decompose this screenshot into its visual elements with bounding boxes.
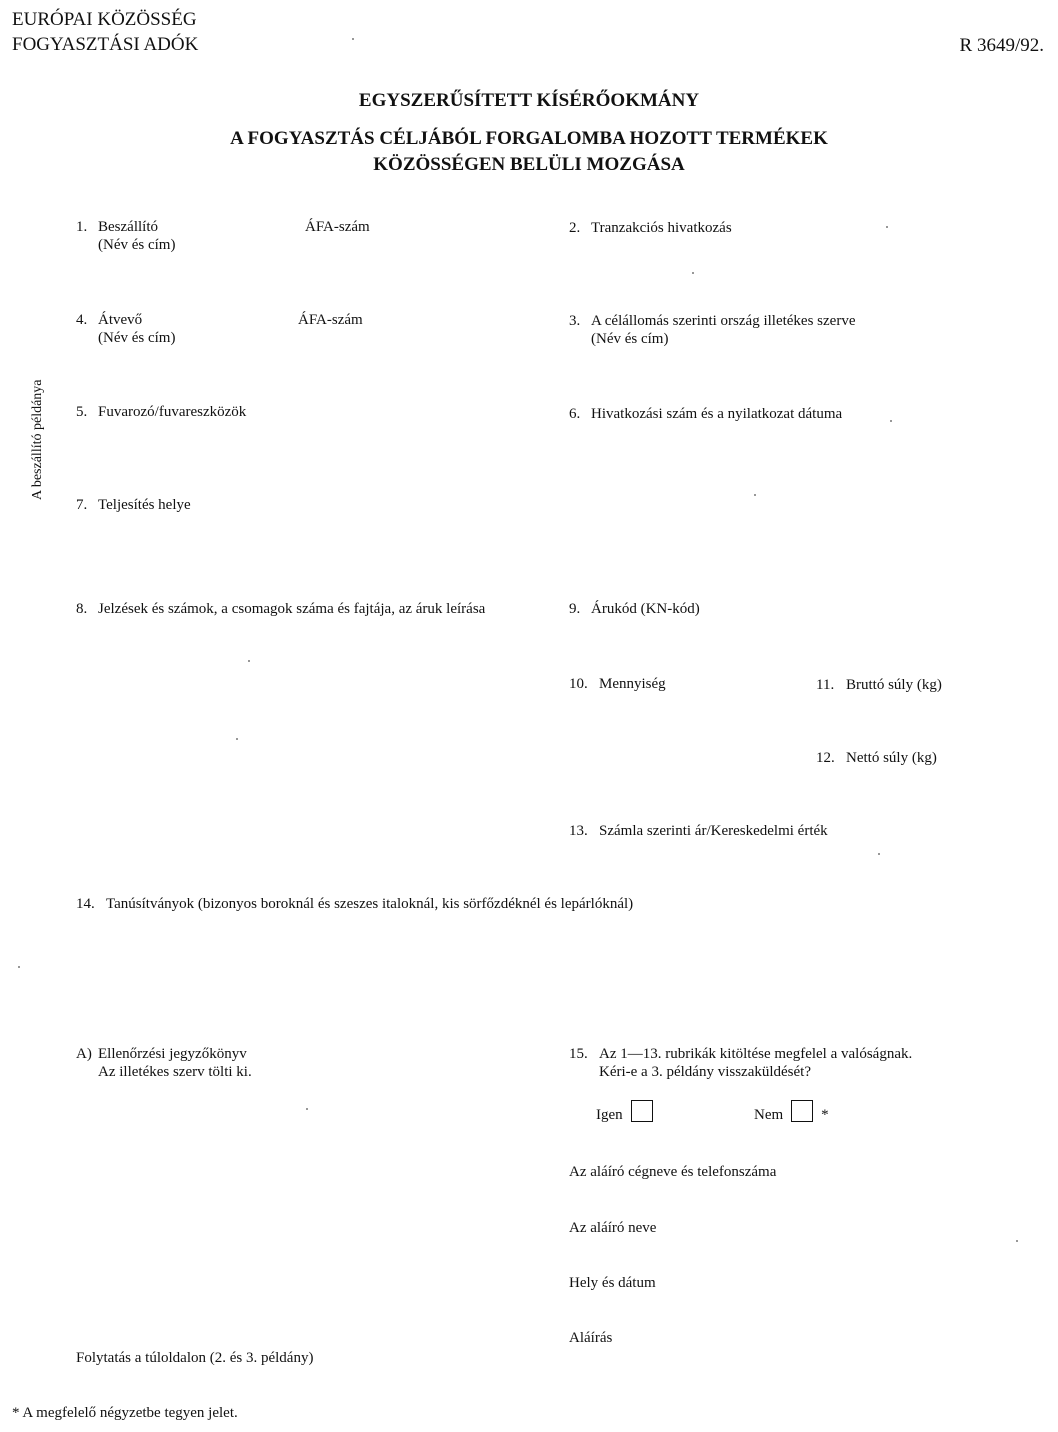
scan-speck xyxy=(352,38,354,40)
scan-speck xyxy=(754,494,756,496)
scan-speck xyxy=(1016,1240,1018,1242)
place-date-label: Hely és dátum xyxy=(569,1275,656,1291)
scan-speck xyxy=(878,853,880,855)
field-15-declaration xyxy=(569,1045,912,1081)
field-7-place-of-delivery xyxy=(76,496,191,514)
signature-label: Aláírás xyxy=(569,1330,613,1346)
field-14-label: Tanúsítványok (bizonyos boroknál és szeszes italoknál, kis sörfőzdéknél és lepárlóknál) xyxy=(106,896,634,912)
field-10-label: Mennyiség xyxy=(599,676,666,692)
field-2-label: Tranzakciós hivatkozás xyxy=(591,220,732,236)
field-8-label: Jelzések és számok, a csomagok száma és fajtája, az áruk leírása xyxy=(98,601,486,617)
field-4-label: Átvevő xyxy=(98,312,143,328)
field-4-vat-label: ÁFA-szám xyxy=(298,312,363,328)
scan-speck xyxy=(692,272,694,274)
scan-speck xyxy=(248,660,250,662)
signatory-name-label: Az aláíró neve xyxy=(569,1220,657,1236)
option-yes xyxy=(596,1100,653,1124)
field-1-vat-label: ÁFA-szám xyxy=(305,219,370,235)
issuer-line2: FOGYASZTÁSI ADÓK xyxy=(12,34,199,55)
signatory-company-label: Az aláíró cégneve és telefonszáma xyxy=(569,1164,777,1180)
field-12-net-weight xyxy=(816,749,937,767)
scan-speck xyxy=(306,1108,308,1110)
field-8-number: 8. xyxy=(76,601,88,617)
footnote: * A megfelelő négyzetbe tegyen jelet. xyxy=(12,1405,238,1421)
scan-speck xyxy=(236,738,238,740)
footnote-marker: * xyxy=(821,1107,829,1123)
field-3-competent-authority xyxy=(569,312,855,348)
field-6-label: Hivatkozási szám és a nyilatkozat dátuma xyxy=(591,406,843,422)
field-3-sublabel: (Név és cím) xyxy=(591,331,669,347)
field-12-number: 12. xyxy=(816,750,835,766)
field-7-label: Teljesítés helye xyxy=(98,497,191,513)
field-12-label: Nettó súly (kg) xyxy=(846,750,937,766)
field-15-question: Kéri-e a 3. példány visszaküldését? xyxy=(599,1064,811,1080)
field-15-label: Az 1—13. rubrikák kitöltése megfelel a valóságnak. xyxy=(599,1046,913,1062)
field-3-number: 3. xyxy=(569,313,581,329)
field-1-label: Beszállító xyxy=(98,219,158,235)
scan-speck xyxy=(18,966,20,968)
document-title: EGYSZERŰSÍTETT KÍSÉRŐOKMÁNY xyxy=(358,90,700,111)
field-4-consignee xyxy=(76,311,175,347)
field-9-label: Árukód (KN-kód) xyxy=(591,601,700,617)
field-5-number: 5. xyxy=(76,404,88,420)
scan-speck xyxy=(890,420,892,422)
field-13-invoice-value xyxy=(569,822,828,840)
field-A-sublabel: Az illetékes szerv tölti ki. xyxy=(98,1064,252,1080)
field-1-number: 1. xyxy=(76,219,88,235)
field-3-label: A célállomás szerinti ország illetékes szerve xyxy=(591,313,856,329)
option-no xyxy=(754,1100,829,1124)
field-11-gross-weight xyxy=(816,676,942,694)
document-subtitle-line1: A FOGYASZTÁS CÉLJÁBÓL FORGALOMBA HOZOTT TERMÉKEK xyxy=(230,128,828,149)
field-11-number: 11. xyxy=(816,677,835,693)
no-checkbox[interactable] xyxy=(791,1100,813,1122)
field-6-number: 6. xyxy=(569,406,581,422)
field-7-number: 7. xyxy=(76,497,88,513)
field-A-label: Ellenőrzési jegyzőkönyv xyxy=(98,1046,247,1062)
field-14-number: 14. xyxy=(76,896,95,912)
continuation-note: Folytatás a túloldalon (2. és 3. példány) xyxy=(76,1350,314,1366)
field-1-supplier xyxy=(76,218,175,254)
field-15-number: 15. xyxy=(569,1046,588,1062)
field-14-certificates xyxy=(76,895,633,913)
document-subtitle-line2: KÖZÖSSÉGEN BELÜLI MOZGÁSA xyxy=(373,154,685,175)
yes-checkbox[interactable] xyxy=(631,1100,653,1122)
field-4-sublabel: (Név és cím) xyxy=(98,330,176,346)
field-A-control-report xyxy=(76,1045,252,1081)
option-no-label: Nem xyxy=(754,1107,784,1123)
field-5-label: Fuvarozó/fuvareszközök xyxy=(98,404,247,420)
field-5-carrier xyxy=(76,403,246,421)
field-10-quantity xyxy=(569,675,666,693)
field-9-commodity-code xyxy=(569,600,700,618)
field-1-sublabel: (Név és cím) xyxy=(98,237,176,253)
field-2-transaction-reference xyxy=(569,219,732,237)
field-13-number: 13. xyxy=(569,823,588,839)
field-A-number: A) xyxy=(76,1046,92,1062)
field-2-number: 2. xyxy=(569,220,581,236)
issuer-line1: EURÓPAI KÖZÖSSÉG xyxy=(12,9,197,30)
field-13-label: Számla szerinti ár/Kereskedelmi érték xyxy=(599,823,828,839)
field-11-label: Bruttó súly (kg) xyxy=(846,677,942,693)
scan-speck xyxy=(886,226,888,228)
regulation-reference: R 3649/92. xyxy=(959,35,1044,56)
field-9-number: 9. xyxy=(569,601,581,617)
field-8-goods-description xyxy=(76,600,485,618)
option-yes-label: Igen xyxy=(596,1107,623,1123)
field-6-declaration-reference xyxy=(569,405,842,423)
copy-label-vertical: A beszállító példánya xyxy=(30,379,45,500)
field-4-number: 4. xyxy=(76,312,88,328)
field-10-number: 10. xyxy=(569,676,588,692)
